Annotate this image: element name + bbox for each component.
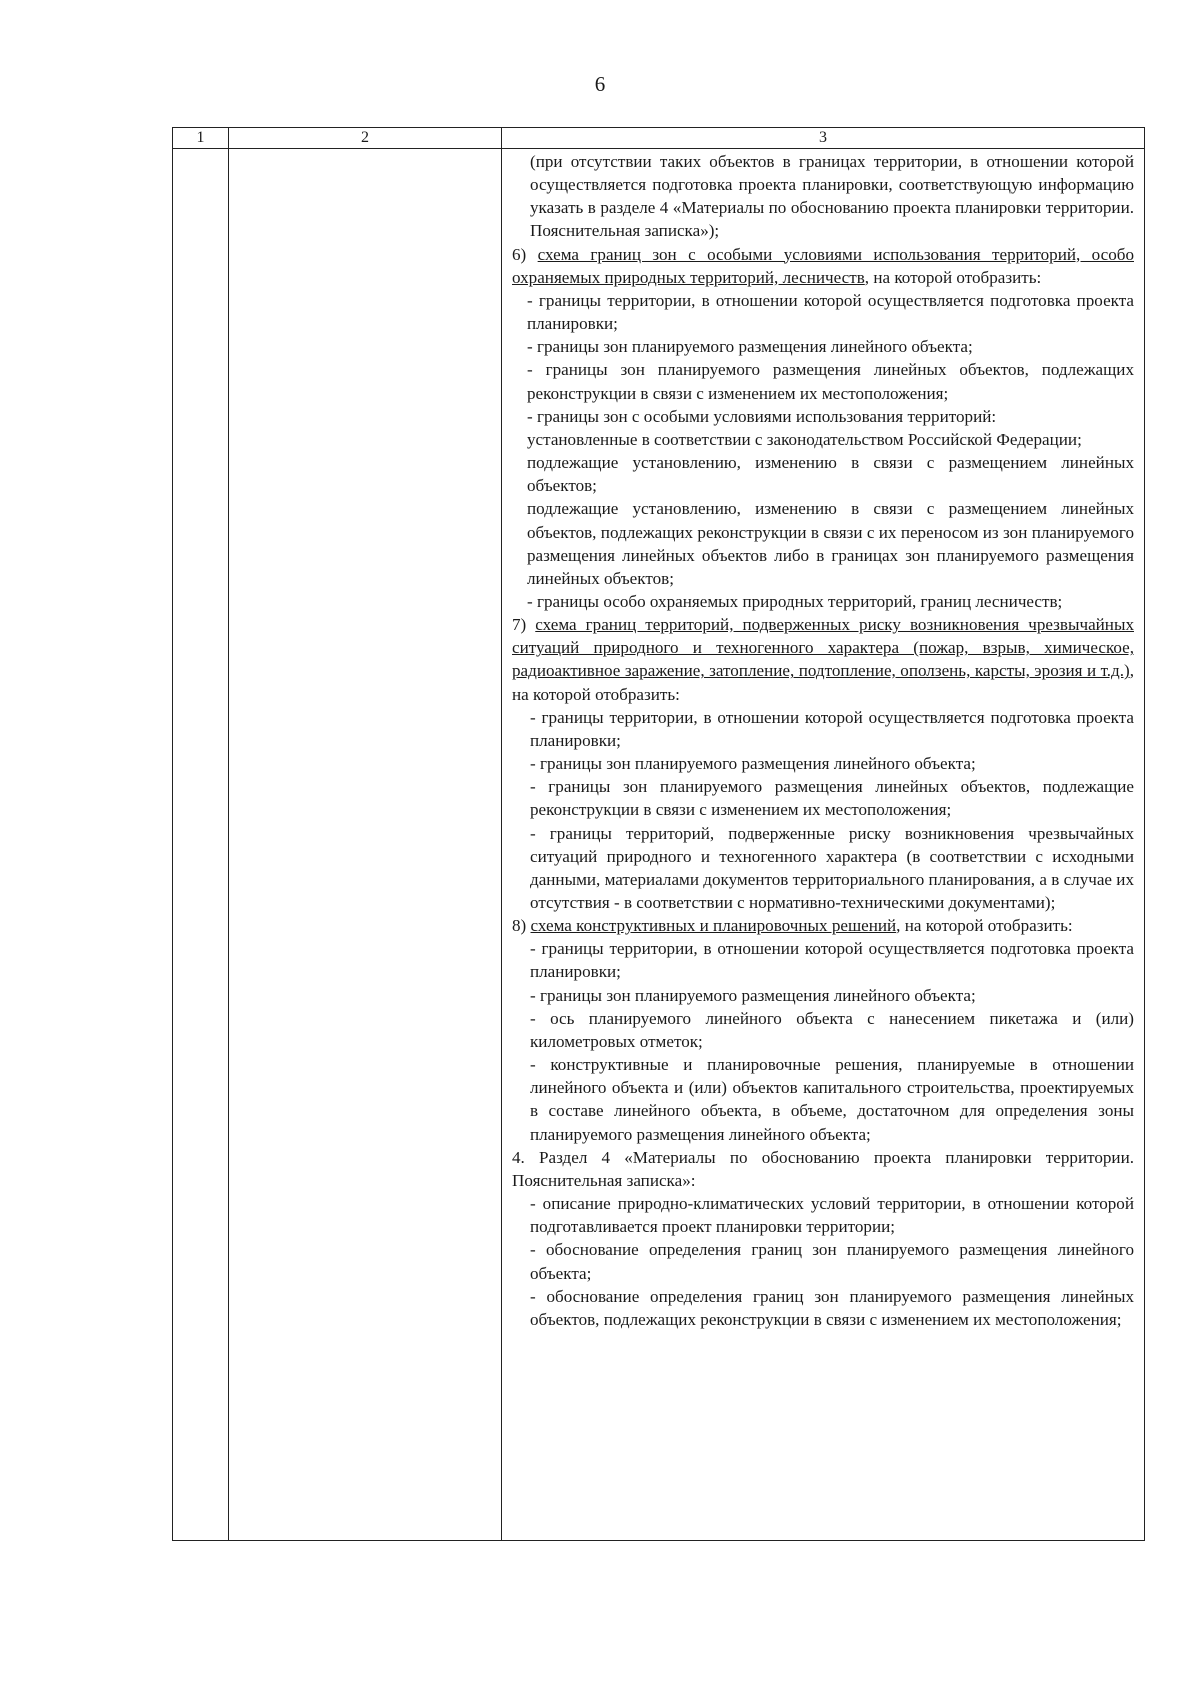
paragraph: установленные в соответствии с законодательством Российской Федерации; — [527, 429, 1082, 449]
item-prefix: 8) — [512, 916, 531, 936]
paragraph: - обоснование определения границ зон планируемого размещения линейного объекта; — [530, 1240, 1134, 1283]
paragraph: - конструктивные и планировочные решения, планируемые в отношении линейного объекта и (или) объектов капитального строительства, проектируемых в составе линейного объекта, в объеме, достаточном для определения зоны планируемого размещения линейного объекта; — [530, 1055, 1134, 1144]
paragraph: - границы зон с особыми условиями использования территорий: — [527, 406, 997, 426]
item-prefix: 6) — [512, 244, 538, 264]
cell-col-1 — [173, 149, 229, 1541]
paragraph: - описание природно-климатических условий территории, в отношении которой подготавливается проект планировки территории; — [530, 1194, 1134, 1237]
item-suffix: , на которой отобразить: — [864, 267, 1042, 287]
item-suffix: , на которой отобразить: — [896, 916, 1073, 936]
column-3-text — [502, 149, 1144, 1331]
underlined-heading: схема границ территорий, подверженных риску возникновения чрезвычайных ситуаций природного и техногенного характера (пожар, взрыв, химическое, радиоактивное заражение, затопление, подтопление, оползень, карсты, эрозия и т.д.) — [512, 615, 1134, 681]
paragraph: - границы зон планируемого размещения линейного объекта; — [527, 337, 973, 357]
paragraph: - границы территории, в отношении которой осуществляется подготовка проекта планировки; — [527, 290, 1134, 334]
item-prefix: 7) — [512, 615, 536, 635]
paragraph: подлежащие установлению, изменению в связи с размещением линейных объектов; — [527, 453, 1134, 496]
header-col-3: 3 — [502, 128, 1145, 149]
paragraph: - границы зон планируемого размещения линейного объекта; — [530, 985, 976, 1005]
header-col-1: 1 — [173, 128, 229, 149]
paragraph: (при отсутствии таких объектов в границах территории, в отношении которой осуществляется подготовка проекта планировки, соответствующую информацию указать в разделе 4 «Материалы по обоснованию проекта планировки территории. Пояснительная записка»); — [530, 152, 1134, 241]
paragraph: - границы зон планируемого размещения линейных объектов, подлежащих реконструкции в связи с изменением их местоположения; — [527, 360, 1134, 403]
paragraph: - границы зон планируемого размещения линейных объектов, подлежащие реконструкции в связи с изменением их местоположения; — [530, 777, 1134, 820]
cell-col-2 — [229, 149, 502, 1541]
page-number: 6 — [594, 72, 606, 96]
paragraph — [512, 613, 1134, 706]
paragraph: - ось планируемого линейного объекта с нанесением пикетажа и (или) километровых отметок; — [530, 1008, 1134, 1051]
underlined-heading: схема конструктивных и планировочных решений — [530, 916, 897, 936]
paragraph: подлежащие установлению, изменению в связи с размещением линейных объектов, подлежащих реконструкции в связи с их переносом из зон планируемого размещения линейных объектов либо в границах зон планируемого размещения линейных объектов; — [527, 499, 1134, 588]
underlined-heading: схема границ зон с особыми условиями использования территорий, особо охраняемых природных территорий, лесничеств — [512, 244, 1134, 287]
paragraph: - границы зон планируемого размещения линейного объекта; — [530, 754, 976, 774]
paragraph: - границы территорий, подверженные риску возникновения чрезвычайных ситуаций природного и техногенного характера (в соответствии с исходными данными, материалами документов территориального планирования, а в случае их отсутствия - в соответствии с нормативно-техническими документами); — [530, 823, 1134, 912]
item-suffix: , на которой отобразить: — [512, 661, 1134, 704]
paragraph: - границы территории, в отношении которой осуществляется подготовка проекта планировки; — [530, 939, 1134, 982]
paragraph: - границы территории, в отношении которой осуществляется подготовка проекта планировки; — [530, 707, 1134, 750]
paragraph: - границы особо охраняемых природных территорий, границ лесничеств; — [527, 591, 1063, 611]
paragraph: 4. Раздел 4 «Материалы по обоснованию проекта планировки территории. Пояснительная записка»: — [512, 1147, 1134, 1190]
paragraph — [512, 243, 1134, 289]
cell-col-3 — [502, 149, 1145, 1541]
table-header-row — [173, 128, 1145, 149]
table-body-row — [173, 149, 1145, 1541]
requirements-table — [172, 127, 1145, 1541]
paragraph: - обоснование определения границ зон планируемого размещения линейных объектов, подлежащих реконструкции в связи с изменением их местоположения; — [530, 1286, 1134, 1329]
paragraph — [512, 914, 1134, 937]
header-col-2: 2 — [229, 128, 502, 149]
